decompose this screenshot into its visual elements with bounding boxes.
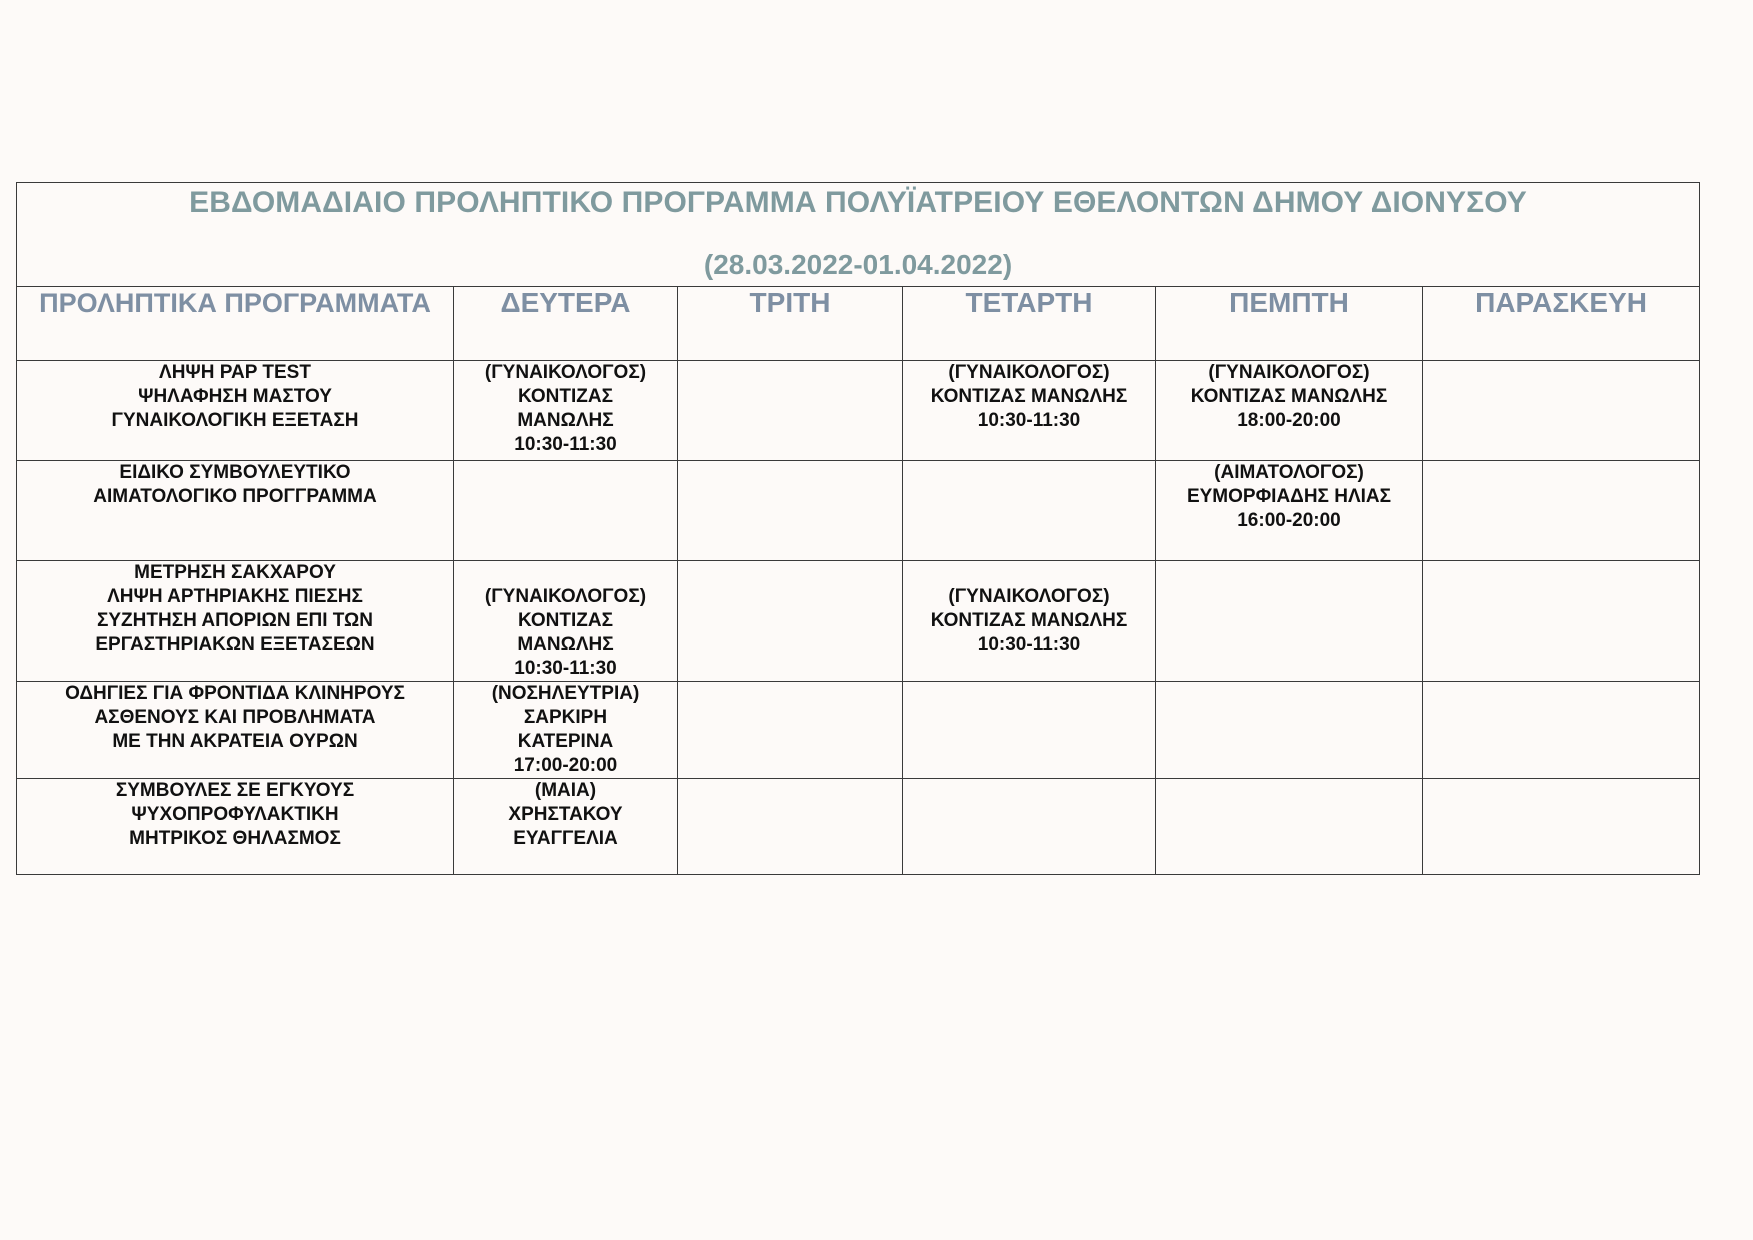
date-range: (28.03.2022-01.04.2022) xyxy=(703,249,1013,280)
tuesday-cell xyxy=(678,561,903,682)
wednesday-cell xyxy=(903,682,1156,779)
tuesday-cell xyxy=(678,682,903,779)
table-row xyxy=(17,461,1700,561)
friday-cell xyxy=(1423,682,1700,779)
monday-cell: (ΝΟΣΗΛΕΥΤΡΙΑ) ΣΑΡΚΙΡΗ ΚΑΤΕΡΙΝΑ 17:00-20:00 xyxy=(454,682,678,779)
thursday-cell: (ΑΙΜΑΤΟΛΟΓΟΣ) ΕΥΜΟΡΦΙΑΔΗΣ ΗΛΙΑΣ 16:00-20:00 xyxy=(1156,461,1423,561)
program-cell: ΛΗΨΗ PAP TEST ΨΗΛΑΦΗΣΗ ΜΑΣΤΟΥ ΓΥΝΑΙΚΟΛΟΓΙΚΗ ΕΞΕΤΑΣΗ xyxy=(17,361,454,461)
header-thursday: ΠΕΜΠΤΗ xyxy=(1156,287,1423,361)
monday-cell: (ΓΥΝΑΙΚΟΛΟΓΟΣ) ΚΟΝΤΙΖΑΣ ΜΑΝΩΛΗΣ 10:30-11:30 xyxy=(454,561,678,682)
table-row xyxy=(17,779,1700,875)
document-title: ΕΒΔΟΜΑΔΙΑΙΟ ΠΡΟΛΗΠΤΙΚΟ ΠΡΟΓΡΑΜΜΑ ΠΟΛΥΪΑΤΡΕΙΟΥ ΕΘΕΛΟΝΤΩΝ ΔΗΜΟΥ ΔΙΟΝΥΣΟΥ xyxy=(189,186,1527,219)
program-cell: ΟΔΗΓΙΕΣ ΓΙΑ ΦΡΟΝΤΙΔΑ ΚΛΙΝΗΡΟΥΣ ΑΣΘΕΝΟΥΣ ΚΑΙ ΠΡΟΒΛΗΜΑΤΑ ΜΕ ΤΗΝ ΑΚΡΑΤΕΙΑ ΟΥΡΩΝ xyxy=(17,682,454,779)
thursday-cell xyxy=(1156,682,1423,779)
title-row xyxy=(17,183,1700,287)
program-cell: ΣΥΜΒΟΥΛΕΣ ΣΕ ΕΓΚΥΟΥΣ ΨΥΧΟΠΡΟΦΥΛΑΚΤΙΚΗ ΜΗΤΡΙΚΟΣ ΘΗΛΑΣΜΟΣ xyxy=(17,779,454,875)
friday-cell xyxy=(1423,361,1700,461)
wednesday-cell xyxy=(903,461,1156,561)
table-row xyxy=(17,561,1700,682)
header-row xyxy=(17,287,1700,361)
wednesday-cell: (ΓΥΝΑΙΚΟΛΟΓΟΣ) ΚΟΝΤΙΖΑΣ ΜΑΝΩΛΗΣ 10:30-11:30 xyxy=(903,561,1156,682)
header-tuesday: ΤΡΙΤΗ xyxy=(678,287,903,361)
program-cell: ΜΕΤΡΗΣΗ ΣΑΚΧΑΡΟΥ ΛΗΨΗ ΑΡΤΗΡΙΑΚΗΣ ΠΙΕΣΗΣ ΣΥΖΗΤΗΣΗ ΑΠΟΡΙΩΝ ΕΠΙ ΤΩΝ ΕΡΓΑΣΤΗΡΙΑΚΩΝ ΕΞΕΤΑΣΕΩΝ xyxy=(17,561,454,682)
header-program: ΠΡΟΛΗΠΤΙΚΑ ΠΡΟΓΡΑΜΜΑΤΑ xyxy=(17,287,454,361)
friday-cell xyxy=(1423,779,1700,875)
wednesday-cell: (ΓΥΝΑΙΚΟΛΟΓΟΣ) ΚΟΝΤΙΖΑΣ ΜΑΝΩΛΗΣ 10:30-11:30 xyxy=(903,361,1156,461)
header-monday: ΔΕΥΤΕΡΑ xyxy=(454,287,678,361)
monday-cell: (ΜΑΙΑ) ΧΡΗΣΤΑΚΟΥ ΕΥΑΓΓΕΛΙΑ xyxy=(454,779,678,875)
table-row xyxy=(17,682,1700,779)
friday-cell xyxy=(1423,461,1700,561)
title-cell xyxy=(17,183,1700,287)
monday-cell: (ΓΥΝΑΙΚΟΛΟΓΟΣ) ΚΟΝΤΙΖΑΣ ΜΑΝΩΛΗΣ 10:30-11:30 xyxy=(454,361,678,461)
wednesday-cell xyxy=(903,779,1156,875)
program-cell: ΕΙΔΙΚΟ ΣΥΜΒΟΥΛΕΥΤΙΚΟ ΑΙΜΑΤΟΛΟΓΙΚΟ ΠΡΟΓΓΡΑΜΜΑ xyxy=(17,461,454,561)
header-friday: ΠΑΡΑΣΚΕΥΗ xyxy=(1423,287,1700,361)
friday-cell xyxy=(1423,561,1700,682)
header-wednesday: ΤΕΤΑΡΤΗ xyxy=(903,287,1156,361)
thursday-cell xyxy=(1156,779,1423,875)
tuesday-cell xyxy=(678,779,903,875)
thursday-cell: (ΓΥΝΑΙΚΟΛΟΓΟΣ) ΚΟΝΤΙΖΑΣ ΜΑΝΩΛΗΣ 18:00-20:00 xyxy=(1156,361,1423,461)
tuesday-cell xyxy=(678,361,903,461)
schedule-table xyxy=(16,182,1700,875)
tuesday-cell xyxy=(678,461,903,561)
monday-cell xyxy=(454,461,678,561)
table-row xyxy=(17,361,1700,461)
thursday-cell xyxy=(1156,561,1423,682)
